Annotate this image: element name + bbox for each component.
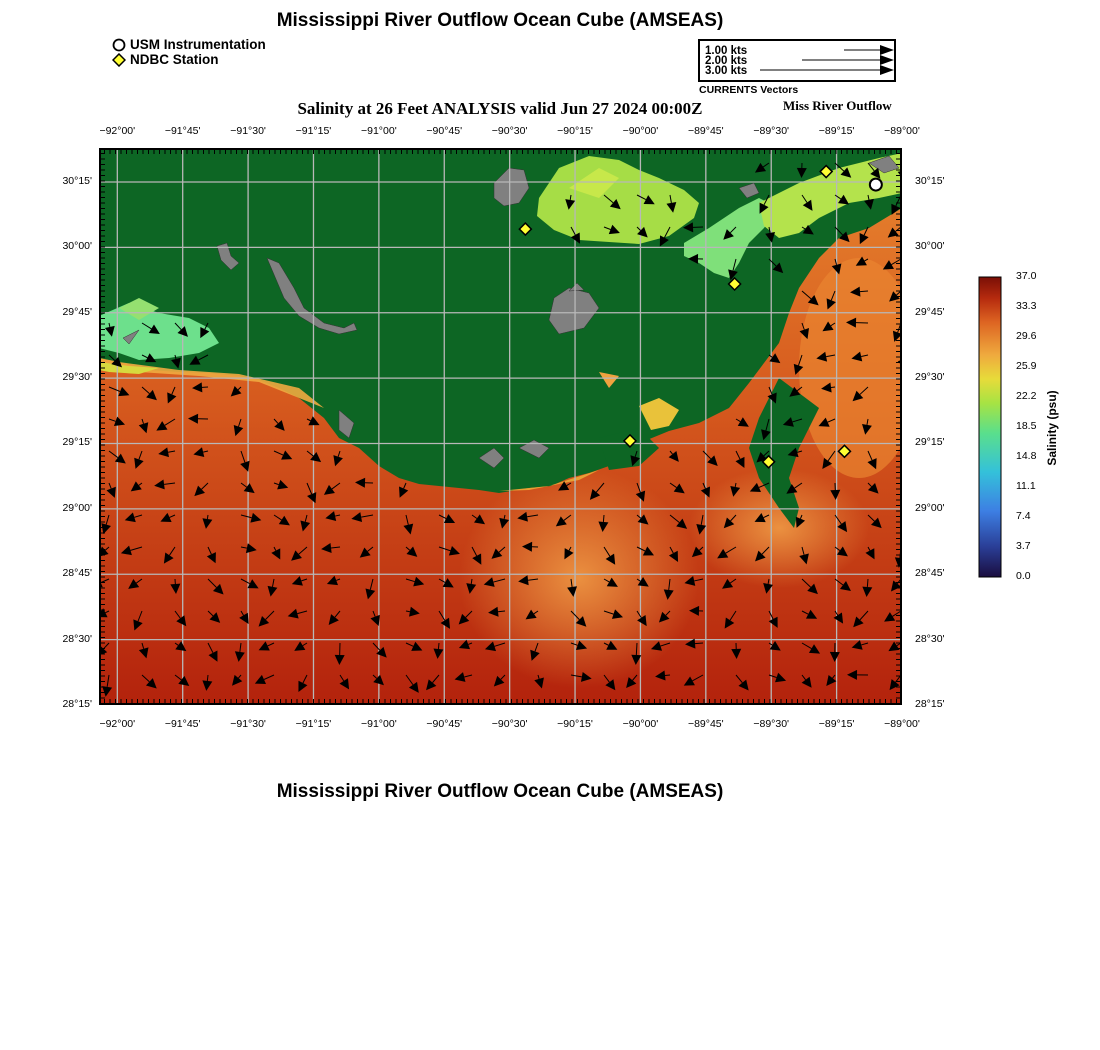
- lat-tick-label: 30°15': [62, 174, 92, 187]
- colorbar-tick-label: 14.8: [1016, 450, 1037, 462]
- lat-tick-label: 29°15': [62, 436, 92, 449]
- lat-tick-label: 29°30': [62, 371, 92, 384]
- lon-tick-label: −90°00': [622, 718, 659, 730]
- lon-tick-label: −89°30': [753, 718, 790, 730]
- lon-tick-label: −89°30': [753, 125, 790, 137]
- lat-tick-label: 30°00': [62, 240, 92, 253]
- lon-tick-label: −91°00': [361, 718, 397, 730]
- lat-tick-label: 28°30': [915, 632, 945, 645]
- map-subtitle: Salinity at 26 Feet ANALYSIS valid Jun 27 2024 00:00Z: [297, 99, 703, 118]
- lon-tick-label: −90°00': [622, 125, 659, 137]
- lat-tick-label: 28°45': [915, 567, 945, 580]
- lat-tick-label: 29°00': [915, 501, 945, 514]
- salinity-map: [99, 148, 902, 705]
- legend-ndbc: [112, 52, 219, 67]
- colorbar-tick-label: 25.9: [1016, 360, 1037, 372]
- lon-tick-label: −91°30': [230, 125, 266, 137]
- lon-tick-label: −90°45': [426, 125, 463, 137]
- outflow-label: Miss River Outflow: [783, 98, 892, 113]
- lon-tick-label: −89°15': [818, 125, 855, 137]
- vector-label-2: 2.00 kts: [705, 55, 748, 67]
- legend-ndbc-label: NDBC Station: [130, 52, 219, 67]
- colorbar-tick-label: 0.0: [1016, 570, 1031, 582]
- lon-tick-label: −92°00': [99, 718, 136, 730]
- colorbar-tick-label: 3.7: [1016, 540, 1031, 552]
- lat-tick-label: 29°45': [915, 305, 945, 318]
- lat-tick-label: 30°15': [915, 174, 945, 187]
- lon-tick-label: −92°00': [99, 125, 136, 137]
- bottom-title: Mississippi River Outflow Ocean Cube (AMSEAS): [276, 781, 724, 802]
- lon-tick-label: −91°45': [164, 718, 201, 730]
- colorbar-tick-label: 7.4: [1016, 510, 1031, 522]
- lon-tick-label: −90°15': [557, 718, 593, 730]
- lat-tick-label: 29°15': [915, 436, 945, 449]
- lon-tick-label: −89°00': [884, 125, 920, 137]
- colorbar-tick-label: 37.0: [1016, 270, 1037, 282]
- vector-caption: CURRENTS Vectors: [699, 84, 799, 96]
- lon-tick-label: −91°15': [295, 125, 332, 137]
- lon-tick-label: −90°45': [426, 718, 463, 730]
- lat-tick-label: 30°00': [915, 240, 945, 253]
- lon-tick-label: −90°15': [557, 125, 593, 137]
- lon-tick-label: −91°45': [164, 125, 201, 137]
- lon-tick-label: −89°45': [687, 125, 724, 137]
- colorbar-tick-label: 22.2: [1016, 390, 1037, 402]
- vector-label-3: 3.00 kts: [705, 65, 748, 77]
- colorbar-tick-label: 11.1: [1016, 480, 1036, 492]
- lon-tick-label: −91°00': [361, 125, 397, 137]
- colorbar: [978, 276, 1004, 580]
- vector-scale-arrows: [700, 41, 894, 80]
- lat-tick-label: 28°15': [62, 698, 92, 710]
- vector-scale-box: [698, 39, 896, 82]
- lat-tick-label: 28°15': [915, 698, 945, 710]
- lat-tick-label: 29°45': [62, 305, 92, 318]
- ndbc-diamond-icon: [112, 53, 126, 67]
- lon-tick-label: −89°15': [818, 718, 855, 730]
- main-title: Mississippi River Outflow Ocean Cube (AMSEAS): [276, 10, 724, 31]
- colorbar-tick-label: 18.5: [1016, 420, 1037, 432]
- river-plume: [459, 468, 699, 688]
- lat-tick-label: 29°00': [62, 501, 92, 514]
- lon-tick-label: −90°30': [491, 718, 528, 730]
- usm-station-marker[interactable]: [870, 179, 882, 191]
- legend-usm: [112, 37, 266, 52]
- usm-circle-icon: [112, 38, 126, 52]
- lon-tick-label: −90°30': [491, 125, 528, 137]
- vector-label-1: 1.00 kts: [705, 45, 748, 57]
- lon-tick-label: −91°30': [230, 718, 266, 730]
- lat-tick-label: 28°30': [62, 632, 92, 645]
- colorbar-tick-label: 33.3: [1016, 300, 1037, 312]
- lon-tick-label: −91°15': [295, 718, 332, 730]
- lat-tick-label: 29°30': [915, 371, 945, 384]
- lon-tick-label: −89°00': [884, 718, 920, 730]
- lon-tick-label: −89°45': [687, 718, 724, 730]
- colorbar-tick-label: 29.6: [1016, 330, 1037, 342]
- lat-tick-label: 28°45': [62, 567, 92, 580]
- colorbar-label: Salinity (psu): [1045, 390, 1059, 466]
- legend-usm-label: USM Instrumentation: [130, 37, 266, 52]
